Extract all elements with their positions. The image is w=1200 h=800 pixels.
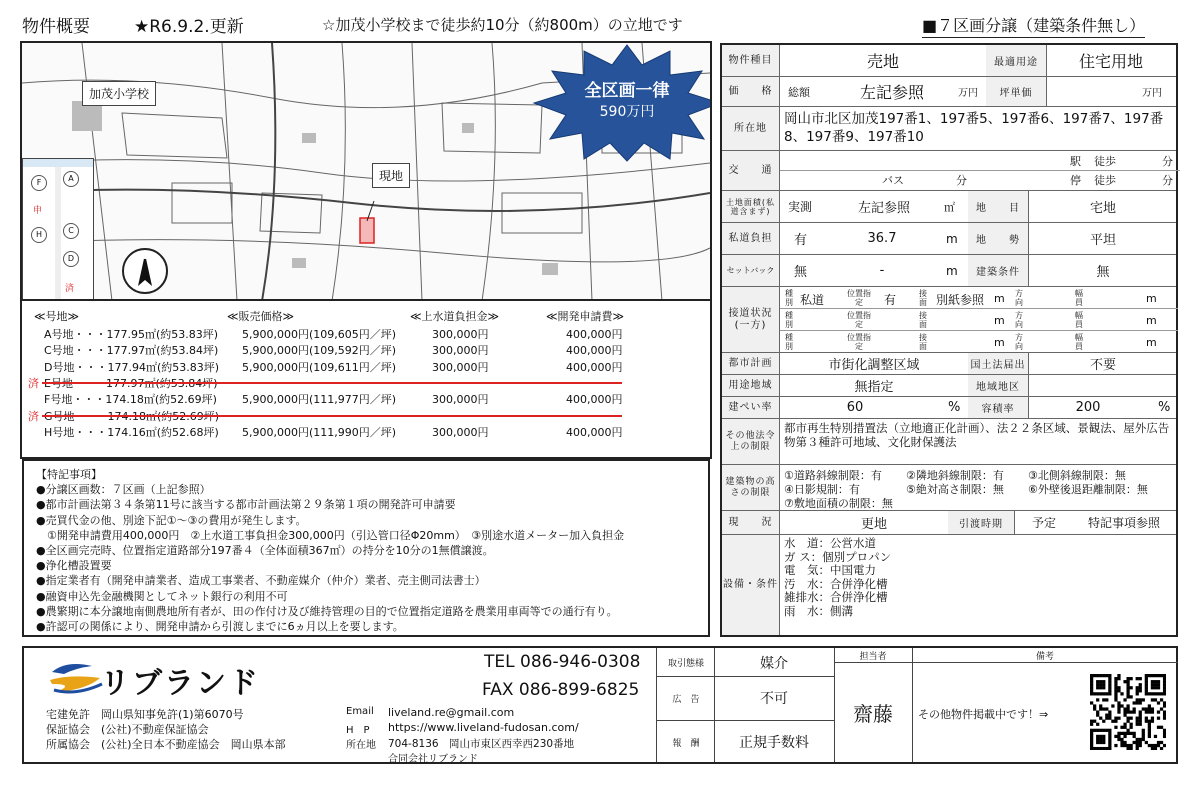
notify-label: 国土法届出 (968, 353, 1028, 374)
plan-lot-c: C (63, 223, 79, 239)
lot-name: A号地・・・177.95㎡(約53.83坪) (44, 328, 219, 341)
row-type (722, 45, 1176, 77)
bus-label: バス (882, 174, 904, 187)
lot-name: F号地・・・174.18㎡(約52.69坪) (44, 393, 217, 407)
handover-value: 予定 (1032, 516, 1057, 530)
location-map (22, 43, 710, 301)
company-logo-icon (46, 660, 106, 696)
district-label: 地域地区 (968, 375, 1028, 396)
status-value: 更地 (860, 517, 887, 532)
lot-name: C号地・・・177.97㎡(約53.84坪) (44, 344, 219, 358)
updated-date: ★R6.9.2.更新 (134, 17, 244, 37)
starburst-line1: 全区画一律 (584, 81, 670, 101)
access-contact-value: 別紙参照 (936, 293, 985, 307)
row-price (722, 77, 1176, 107)
staff-label: 担当者 (859, 652, 887, 662)
access-dir-label: 方向 (1015, 333, 1023, 351)
access-kind-label: 種別 (785, 333, 793, 351)
plan-road (23, 159, 93, 167)
height-restriction-item: ⑤絶対高さ制限：無 (906, 483, 1004, 496)
city-label: 都市計画 (722, 353, 780, 374)
row-private-road (722, 223, 1176, 255)
fee-value: 正規手数料 (739, 735, 809, 751)
email-label: Email (346, 706, 374, 717)
row-facility (722, 535, 1176, 635)
height-restriction-item: ①道路斜線制限：有 (784, 469, 882, 482)
facility-item: 電 気：中国電力 (784, 563, 876, 577)
row-address (722, 107, 1176, 151)
access-dir-label: 方向 (1015, 311, 1023, 329)
walk-label-2: 徒歩 (1094, 174, 1116, 187)
use-value: 住宅用地 (1078, 52, 1143, 71)
area-value: 左記参照 (857, 201, 910, 216)
notify-value: 不要 (1089, 358, 1116, 373)
lot-row (22, 342, 710, 359)
height-restriction-item: ⑦敷地面積の制限：無 (784, 497, 893, 510)
special-notes (22, 459, 710, 637)
access-width-unit: m (1146, 336, 1157, 349)
lot-header (22, 308, 710, 325)
lot-row (22, 424, 710, 441)
access-label: 接道状況(一方) (722, 287, 780, 352)
access-subrow (780, 331, 1178, 353)
access-subrow (780, 287, 1178, 309)
road-label: 私道負担 (722, 223, 780, 254)
terrain-value: 平坦 (1089, 233, 1116, 248)
cond-value: 無 (1096, 265, 1110, 280)
terrain-label: 地 勢 (968, 223, 1028, 254)
cond-label: 建築条件 (968, 255, 1028, 286)
homepage-link[interactable]: https://www.liveland-fudosan.com/ (388, 721, 579, 734)
law-value: 都市再生特別措置法（立地適正化計画）、法２２条区域、景観法、屋外広告物第３種許可地域、文化財保護法 (784, 421, 1170, 449)
access-m-unit: m (994, 336, 1005, 349)
plan-lot-h: H (31, 227, 47, 243)
association: 所属協会 (公社)全日本不動産協会 岡山県本部 (46, 738, 286, 751)
price-total-label: 総額 (788, 85, 810, 99)
note-line: ●分譲区画数：７区画（上記参照） (36, 483, 211, 497)
deal-value: 媒介 (760, 656, 788, 672)
lot-header-water: ≪上水道負担金≫ (410, 310, 500, 323)
far-unit: % (1158, 400, 1171, 415)
school-label: 加茂小学校 (82, 81, 156, 106)
status-label: 現 況 (722, 511, 780, 534)
lot-sold-mark: 済 (28, 376, 39, 390)
note-line: ●許認可の関係により、開発申請から引渡しまでに6ヵ月以上を要します。 (36, 620, 404, 634)
height-restriction-item: ③北側斜線制限：無 (1028, 469, 1126, 482)
plan-lot-d: D (63, 251, 79, 267)
plan-mark: 申 (33, 206, 43, 216)
lot-dev-fee: 400,000円 (566, 344, 623, 358)
note-line: ●売買代金の他、別途下記①～③の費用が発生します。 (36, 513, 307, 527)
height-restriction-item: ④日影規制：有 (784, 483, 860, 496)
email[interactable]: liveland.re@gmail.com (388, 706, 515, 719)
access-width-label: 幅員 (1075, 333, 1083, 351)
company-address: 704-8136 岡山市東区西幸西230番地 (388, 738, 575, 750)
lot-water-fee: 300,000円 (432, 344, 489, 358)
traffic-label: 交 通 (722, 151, 780, 190)
plan-lot-a: A (63, 171, 79, 187)
access-pos-label: 位置指定 (847, 289, 871, 307)
lot-header-dev: ≪開発申請費≫ (546, 310, 625, 323)
row-zone (722, 375, 1176, 397)
note-line: ●全区画完売時、位置指定道路部分197番４（全体面積367㎡）の持分を10分の1無償譲渡。 (36, 544, 494, 558)
lot-water-fee: 300,000円 (432, 328, 489, 341)
stop-label: 停 (1070, 174, 1081, 187)
lot-name: H号地・・・174.16㎡(約52.68坪) (44, 425, 219, 439)
row-status (722, 511, 1176, 535)
access-contact-label: 接面 (919, 333, 927, 351)
far-value: 200 (1075, 400, 1101, 415)
plan-lot-f: F (31, 175, 47, 191)
lot-price: 5,900,000円(109,611円／坪) (242, 360, 397, 374)
sold-strikethrough (42, 382, 622, 384)
row-access (722, 287, 1176, 353)
lot-dev-fee: 400,000円 (566, 425, 623, 439)
min-label-3: 分 (1162, 174, 1173, 187)
summary-title: ■７区画分譲（建築条件無し） (922, 13, 1145, 38)
row-height (722, 465, 1176, 511)
lot-header-lot: ≪号地≫ (34, 310, 80, 323)
row-traffic (722, 151, 1176, 191)
lot-water-fee: 300,000円 (432, 425, 489, 439)
law-label: その他法令上の制限 (722, 419, 780, 464)
tel[interactable]: TEL 086-946-0308 (484, 652, 641, 672)
station-label: 駅 (1070, 155, 1081, 168)
lot-plan-inset (22, 158, 94, 301)
access-contact-label: 接面 (919, 311, 927, 329)
facility-label: 設備・条件 (722, 535, 780, 635)
type-value: 売地 (866, 52, 899, 71)
tagline: ☆加茂小学校まで徒歩約10分（約800m）の立地です (322, 16, 683, 34)
plan-sold: 済 (65, 284, 75, 294)
lot-price: 5,900,000円(111,977円／坪) (242, 393, 397, 407)
height-restriction-item: ②隣地斜線制限：有 (906, 469, 1004, 482)
price-label: 価 格 (722, 77, 780, 106)
fee-label: 報 酬 (672, 739, 700, 749)
note-line: ●都市計画法第３４条第11号に該当する都市計画法第２９条第１項の開発許可申請要 (36, 498, 456, 512)
property-info-table (720, 43, 1178, 637)
road-area: 36.7 (867, 231, 897, 246)
access-subrow (780, 309, 1178, 331)
access-width-unit: m (1146, 314, 1157, 327)
facility-item: 汚 水：合併浄化槽 (784, 576, 888, 591)
use-label: 最適用途 (986, 45, 1046, 76)
access-pos-label: 位置指定 (847, 333, 871, 351)
north-arrow (122, 248, 168, 294)
address-label: 所在地 (722, 107, 780, 150)
qr-code-icon[interactable] (1090, 674, 1166, 750)
deal-label: 取引態様 (667, 659, 704, 669)
note-line: 【特記事項】 (36, 468, 102, 481)
site-label: 現地 (372, 163, 410, 188)
setback-value: - (879, 263, 885, 278)
access-width-label: 幅員 (1075, 289, 1083, 307)
access-kind-label: 種別 (785, 289, 793, 307)
far-label: 容積率 (968, 397, 1028, 418)
lot-list (22, 301, 710, 457)
access-m-unit: m (994, 314, 1005, 327)
access-width-label: 幅員 (1075, 311, 1083, 329)
height-restriction-item: ⑥外壁後退距離制限：無 (1028, 483, 1148, 496)
access-m-unit: m (994, 292, 1005, 305)
lot-price: 5,900,000円(109,592円／坪) (242, 344, 397, 358)
bcr-unit: % (948, 400, 961, 415)
handover-label: 引渡時期 (948, 511, 1014, 534)
measured-label: 実測 (788, 200, 813, 214)
zone-value: 無指定 (854, 380, 894, 395)
company-name: リブランド (100, 666, 260, 701)
setback-unit: m (946, 263, 958, 278)
road-has: 有 (794, 233, 808, 248)
company-full-name: 合同会社リブランド (388, 754, 478, 765)
row-setback (722, 255, 1176, 287)
access-width-unit: m (1146, 292, 1157, 305)
note-line: ●浄化槽設置要 (36, 559, 112, 573)
bcr-label: 建ぺい率 (722, 397, 780, 418)
access-dir-label: 方向 (1015, 289, 1023, 307)
tsubo-label: 坪単価 (986, 77, 1046, 106)
note-line: ●農繁期に本分譲地南側農地所有者が、田の作付け及び維持管理の目的で位置指定道路を農業用車両等での通行有り。 (36, 604, 618, 618)
ad-label: 広 告 (672, 695, 700, 705)
guarantee: 保証協会 (公社)不動産保証協会 (46, 723, 209, 736)
license: 宅建免許 岡山県知事免許(1)第6070号 (46, 708, 244, 721)
road-unit: m (946, 231, 958, 246)
lot-price: 5,900,000円(111,990円／坪) (242, 425, 397, 439)
setback-has: 無 (794, 265, 808, 280)
handover-note: 特記事項参照 (1088, 516, 1161, 530)
lot-row (22, 326, 710, 343)
type-label: 物件種目 (722, 45, 780, 76)
footer (22, 646, 1178, 764)
access-pos-value: 有 (884, 293, 897, 307)
fax: FAX 086-899-6825 (482, 680, 640, 700)
lot-dev-fee: 400,000円 (566, 328, 623, 341)
min-label-2: 分 (956, 174, 967, 187)
address-value: 岡山市北区加茂197番1、197番5、197番6、197番7、197番8、197番9、197番10 (784, 111, 1164, 145)
plan-lane (55, 167, 61, 301)
doc-title: 物件概要 (22, 17, 90, 37)
facility-item: 雑排水：合併浄化槽 (784, 590, 888, 604)
access-kind-label: 種別 (785, 311, 793, 329)
walk-label-1: 徒歩 (1094, 155, 1116, 168)
facility-item: 雨 水：側溝 (784, 603, 853, 618)
height-label: 建築物の高さの制限 (722, 465, 780, 510)
lot-dev-fee: 400,000円 (566, 360, 623, 374)
chimoku-value: 宅地 (1089, 201, 1116, 216)
row-ratio (722, 397, 1176, 419)
lot-water-fee: 300,000円 (432, 360, 489, 374)
lot-name: D号地・・・177.94㎡(約53.83坪) (44, 360, 220, 374)
remarks-label: 備考 (1035, 652, 1054, 662)
lot-dev-fee: 400,000円 (566, 393, 623, 407)
area-unit: ㎡ (944, 200, 955, 214)
lot-sold-mark: 済 (28, 409, 39, 423)
row-city (722, 353, 1176, 375)
note-line: ●指定業者有（開発申請業者、造成工事業者、不動産媒介（仲介）業者、売主側司法書士） (36, 574, 486, 588)
tsubo-unit: 万円 (1142, 88, 1162, 99)
lot-row (22, 359, 710, 376)
hp-label: H P (346, 725, 370, 736)
zone-label: 用途地域 (722, 375, 780, 396)
setback-label: セットバック (722, 255, 780, 286)
city-value: 市街化調整区域 (828, 358, 920, 373)
lot-header-price: ≪販売価格≫ (227, 310, 295, 323)
ad-value: 不可 (760, 691, 788, 707)
bcr-value: 60 (846, 400, 864, 415)
remarks-value: その他物件掲載中です！⇒ (918, 708, 1049, 721)
lot-price: 5,900,000円(109,605円／坪) (242, 328, 397, 341)
north-label: N (140, 252, 147, 261)
lot-row (22, 391, 710, 408)
facility-item: ガ ス：個別プロパン (784, 549, 892, 564)
staff-name: 齋藤 (853, 702, 893, 726)
sold-strikethrough (42, 415, 622, 417)
starburst-line2: 590万円 (599, 104, 655, 120)
price-unit: 万円 (958, 88, 978, 99)
lot-water-fee: 300,000円 (432, 393, 489, 407)
min-label-1: 分 (1162, 155, 1173, 168)
row-area (722, 191, 1176, 223)
access-pos-label: 位置指定 (847, 311, 871, 329)
row-laws (722, 419, 1176, 465)
note-line: ①開発申請費用400,000円 ②上水道工事負担金300,000円（引込管口径Φ20mm） ③別途水道メーター加入負担金 (36, 528, 625, 542)
addr-label: 所在地 (346, 740, 376, 751)
facility-item: 水 道：公営水道 (784, 536, 876, 550)
area-label: 土地面積(私道含まず) (722, 191, 780, 222)
price-value: 左記参照 (859, 83, 924, 102)
note-line: ●融資申込先金融機関としてネット銀行の利用不可 (36, 589, 288, 603)
chimoku-label: 地 目 (968, 191, 1028, 222)
access-contact-label: 接面 (919, 289, 927, 307)
access-kind-value: 私道 (800, 293, 825, 307)
